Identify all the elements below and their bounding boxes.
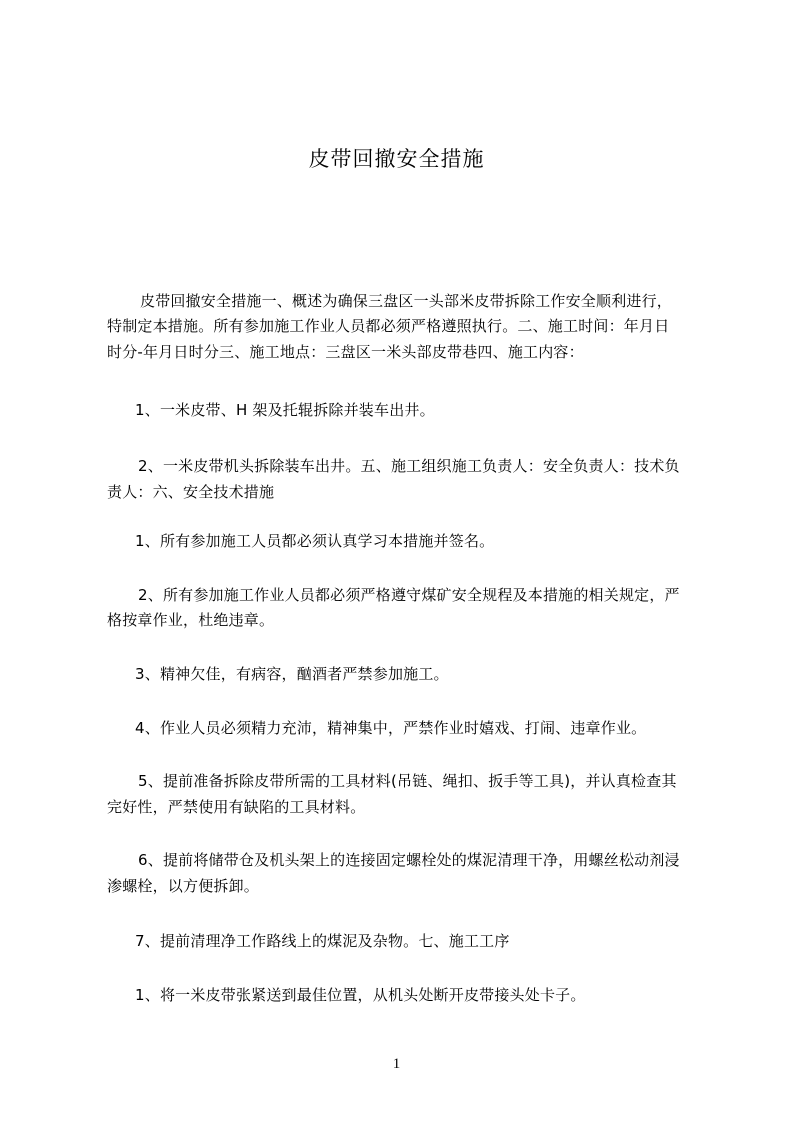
paragraph-line: 1、将一米皮带张紧送到最佳位置，从机头处断开皮带接头处卡子。	[135, 986, 586, 1004]
page-number: 1	[392, 1056, 401, 1072]
paragraph-line: 格按章作业，杜绝违章。	[107, 611, 275, 629]
paragraph-line: 时分-年月日时分三、施工地点：三盘区一米头部皮带巷四、施工内容：	[107, 343, 584, 361]
paragraph-line: 1、所有参加施工人员都必须认真学习本措施并签名。	[135, 532, 495, 550]
paragraph-line: 皮带回撤安全措施一、概述为确保三盘区一头部米皮带拆除工作安全顺利进行，	[140, 292, 673, 310]
paragraph-line: 4、作业人员必须精力充沛，精神集中，严禁作业时嬉戏、打闹、违章作业。	[135, 719, 647, 737]
document-title: 皮带回撤安全措施	[308, 147, 485, 171]
paragraph-line: 责人：六、安全技术措施	[107, 483, 275, 501]
paragraph-line: 6、提前将储带仓及机头架上的连接固定螺栓处的煤泥清理干净，用螺丝松动剂浸	[138, 851, 680, 869]
paragraph-line: 3、精神欠佳，有病容，酗酒者严禁参加施工。	[135, 665, 449, 683]
paragraph-line: 1、一米皮带、H 架及托辊拆除并装车出井。	[135, 401, 435, 419]
paragraph-line: 渗螺栓，以方便拆卸。	[107, 877, 260, 895]
paragraph-line: 2、一米皮带机头拆除装车出井。五、施工组织施工负责人：安全负责人：技术负	[138, 457, 680, 475]
paragraph-line: 特制定本措施。所有参加施工作业人员都必须严格遵照执行。二、施工时间：年月日	[107, 317, 670, 335]
paragraph-line: 完好性，严禁使用有缺陷的工具材料。	[107, 798, 366, 816]
paragraph-line: 5、提前准备拆除皮带所需的工具材料(吊链、绳扣、扳手等工具)，并认真检查其	[138, 772, 677, 790]
paragraph-line: 2、所有参加施工作业人员都必须严格遵守煤矿安全规程及本措施的相关规定，严	[138, 586, 680, 604]
paragraph-line: 7、提前清理净工作路线上的煤泥及杂物。七、施工工序	[135, 932, 510, 950]
